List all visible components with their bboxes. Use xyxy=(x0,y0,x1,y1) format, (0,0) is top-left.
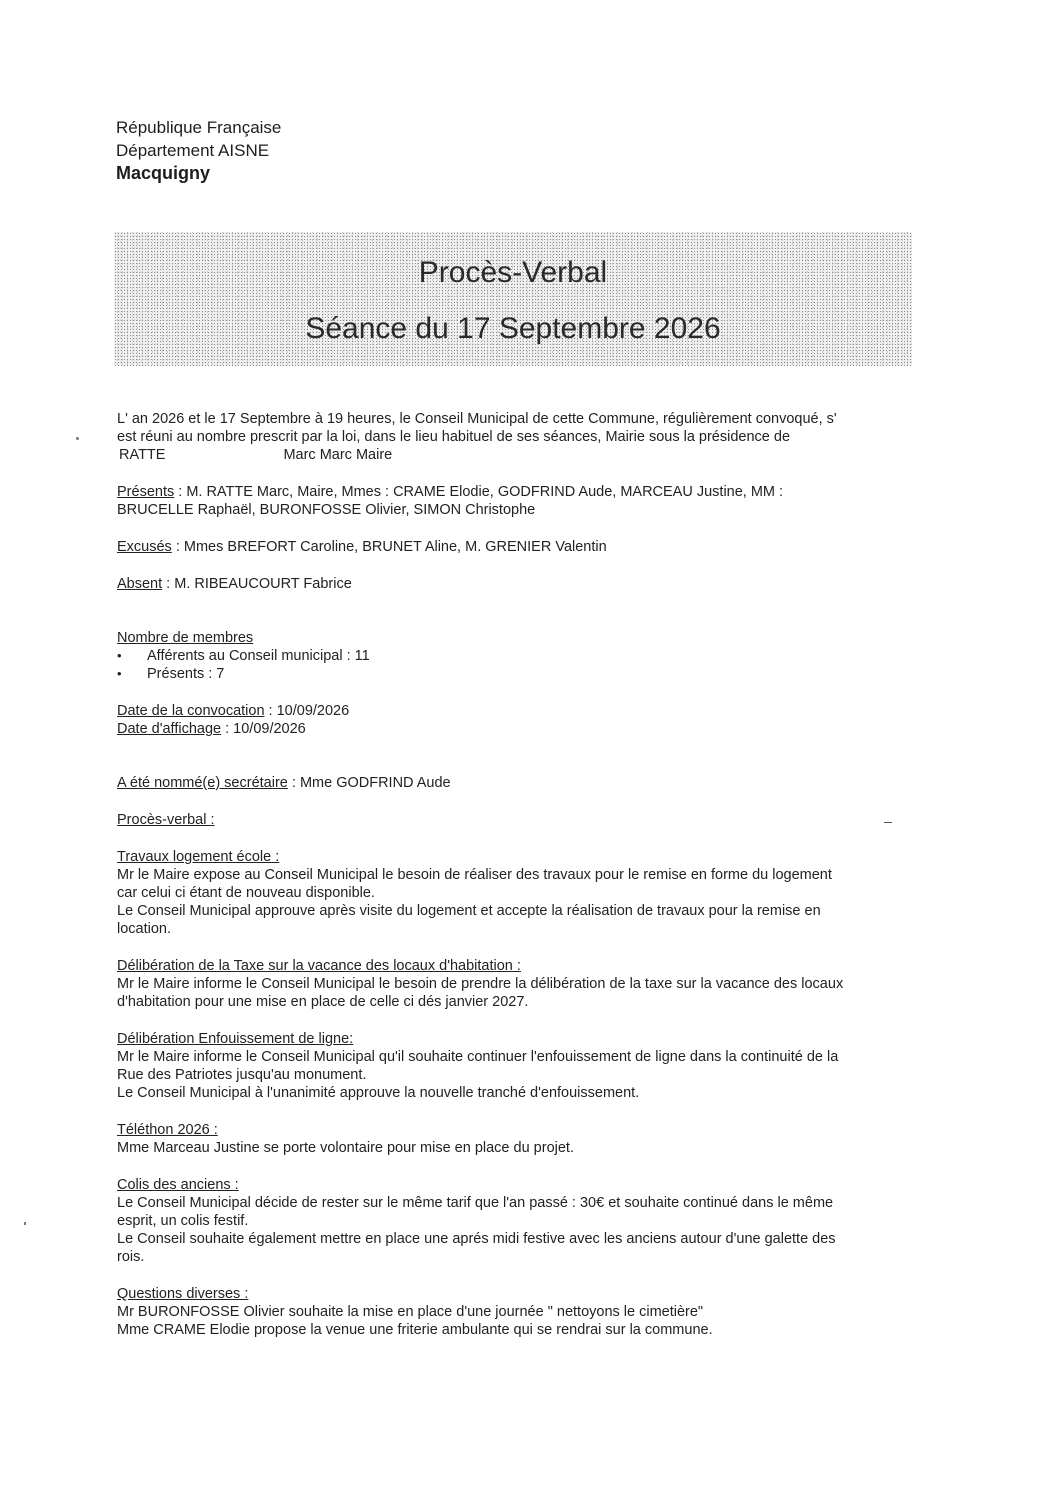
section-line: Mr BURONFOSSE Olivier souhaite la mise en place d'une journée " nettoyons le cimetière" xyxy=(117,1304,704,1320)
section-heading: Questions diverses : xyxy=(117,1286,249,1302)
proces-verbal-heading: Procès-verbal : xyxy=(117,812,215,828)
section-line: car celui ci étant de nouveau disponible. xyxy=(117,885,375,901)
signer-line xyxy=(117,446,917,464)
section-line: Le Conseil Municipal approuve après visite du logement et accepte la réalisation de travaux pour la remise en xyxy=(117,903,821,919)
convocation-label: Date de la convocation xyxy=(117,703,265,719)
presents-label: Présents xyxy=(117,484,175,500)
section-taxe xyxy=(117,957,917,1011)
excuses-label: Excusés xyxy=(117,539,172,555)
intro-paragraph xyxy=(117,410,917,464)
session-date-title: Séance du 17 Septembre 2026 xyxy=(305,312,721,345)
presents-paragraph xyxy=(117,483,917,519)
republic-label: République Française xyxy=(116,118,282,137)
commune-name: Macquigny xyxy=(116,163,211,183)
signer-name: RATTE xyxy=(119,447,166,463)
document-body xyxy=(117,410,917,1339)
section-line: rois. xyxy=(117,1249,145,1265)
secretary-paragraph xyxy=(117,774,917,792)
list-item: • Présents : 7 xyxy=(147,665,917,683)
title-banner xyxy=(114,232,912,366)
section-colis xyxy=(117,1176,917,1266)
members-list xyxy=(117,647,917,683)
section-travaux xyxy=(117,848,917,938)
section-line: Mr le Maire informe le Conseil Municipal qu'il souhaite continuer l'enfouissement de ligne dans la continuité de la xyxy=(117,1049,839,1065)
section-line: Mme Marceau Justine se porte volontaire pour mise en place du projet. xyxy=(117,1140,574,1156)
secretary-name: : Mme GODFRIND Aude xyxy=(287,775,451,791)
section-line: Mme CRAME Elodie propose la venue une friterie ambulante qui se rendrai sur la commune. xyxy=(117,1322,713,1338)
presents-text-continued: BRUCELLE Raphaël, BURONFOSSE Olivier, SIMON Christophe xyxy=(117,502,536,518)
department-label: Département AISNE xyxy=(116,141,270,160)
affichage-label: Date d'affichage xyxy=(117,721,222,737)
section-heading: Téléthon 2026 : xyxy=(117,1122,218,1138)
section-line: d'habitation pour une mise en place de celle ci dés janvier 2027. xyxy=(117,994,529,1010)
intro-line: est réuni au nombre prescrit par la loi, dans le lieu habituel de ses séances, Mairie sous la présidence de xyxy=(117,429,791,445)
absent-label: Absent xyxy=(117,576,163,592)
section-line: Le Conseil Municipal décide de rester sur le même tarif que l'an passé : 30€ et souhaite continué dans le même xyxy=(117,1195,834,1211)
signer-title: Marc Marc Maire xyxy=(283,447,393,463)
secretary-label: A été nommé(e) secrétaire xyxy=(117,775,288,791)
section-heading: Colis des anciens : xyxy=(117,1177,239,1193)
scan-artifact-dash xyxy=(884,822,892,823)
absent-text: : M. RIBEAUCOURT Fabrice xyxy=(162,576,352,592)
list-item: • Afférents au Conseil municipal : 11 xyxy=(147,647,917,665)
document-title: Procès-Verbal xyxy=(418,256,608,289)
section-line: location. xyxy=(117,921,172,937)
section-line: Le Conseil Municipal à l'unanimité approuve la nouvelle tranché d'enfouissement. xyxy=(117,1085,640,1101)
section-line: Rue des Patriotes jusqu'au monument. xyxy=(117,1067,367,1083)
section-line: Le Conseil souhaite également mettre en place une aprés midi festive avec les anciens autour d'une galette des xyxy=(117,1231,836,1247)
section-line: Mr le Maire informe le Conseil Municipal le besoin de prendre la délibération de la taxe sur la vacance des locaux xyxy=(117,976,844,992)
section-telethon xyxy=(117,1121,917,1157)
section-line: esprit, un colis festif. xyxy=(117,1213,249,1229)
dates-section xyxy=(117,702,917,738)
section-enfouissement xyxy=(117,1030,917,1102)
members-section xyxy=(117,629,917,683)
convocation-date: : 10/09/2026 xyxy=(264,703,350,719)
section-questions xyxy=(117,1285,917,1339)
section-heading: Délibération Enfouissement de ligne: xyxy=(117,1031,354,1047)
scan-artifact-dot xyxy=(76,437,79,440)
scan-artifact-dot xyxy=(24,1222,26,1225)
presents-text: : M. RATTE Marc, Maire, Mmes : CRAME Elodie, GODFRIND Aude, MARCEAU Justine, MM : xyxy=(174,484,784,500)
absent-paragraph xyxy=(117,575,917,593)
section-line: Mr le Maire expose au Conseil Municipal le besoin de réaliser des travaux pour le remise en forme du logement xyxy=(117,867,832,883)
section-heading: Délibération de la Taxe sur la vacance des locaux d'habitation : xyxy=(117,958,521,974)
section-heading: Travaux logement école : xyxy=(117,849,280,865)
intro-line: L' an 2026 et le 17 Septembre à 19 heures, le Conseil Municipal de cette Commune, régulièrement convoqué, s' xyxy=(117,411,837,427)
excuses-paragraph xyxy=(117,538,917,556)
excuses-text: : Mmes BREFORT Caroline, BRUNET Aline, M. GRENIER Valentin xyxy=(171,539,607,555)
document-header xyxy=(116,116,281,185)
members-heading: Nombre de membres xyxy=(117,630,254,646)
affichage-date: : 10/09/2026 xyxy=(221,721,306,737)
